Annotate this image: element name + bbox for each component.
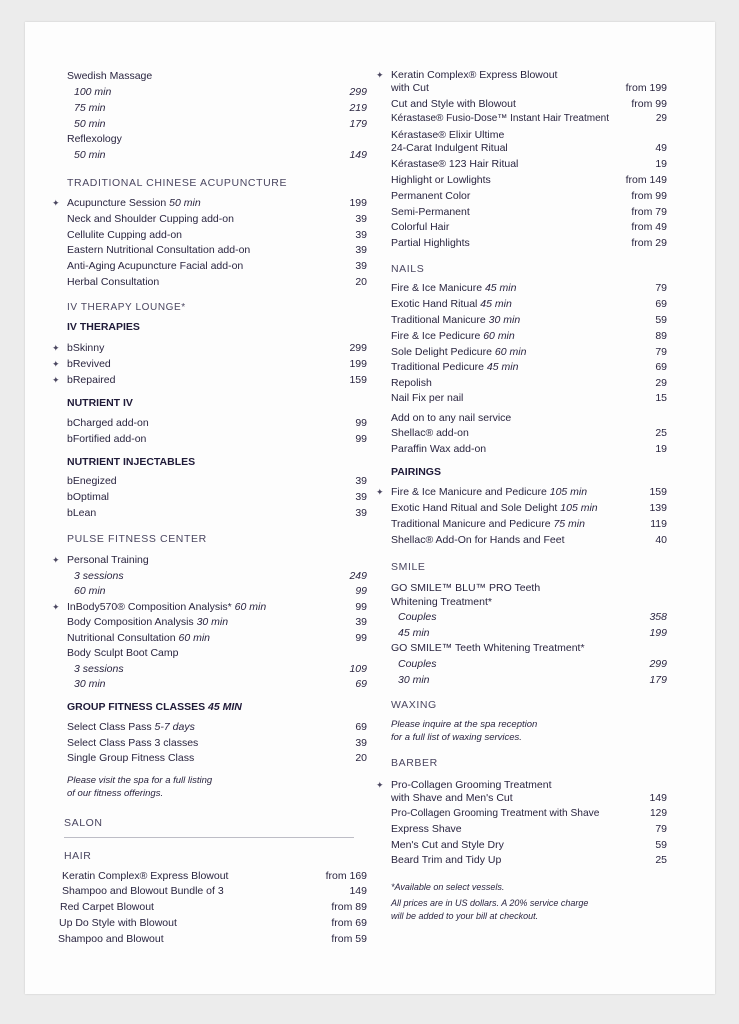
price: 40 [655, 534, 667, 546]
menu-item: ✦ Keratin Complex® Express Blowout [376, 69, 558, 81]
menu-item: Body Sculpt Boot Camp [67, 647, 179, 659]
price: 20 [355, 752, 367, 764]
menu-item: bOptimal 39 [67, 491, 367, 503]
price: 199 [649, 627, 667, 639]
menu-item: Eastern Nutritional Consultation add-on 39 [67, 244, 367, 256]
menu-item: 50 min 149 [74, 149, 367, 161]
menu-item: Traditional Pedicure 45 min 69 [391, 361, 667, 373]
menu-item: Beard Trim and Tidy Up 25 [391, 854, 667, 866]
menu-item: Partial Highlights from 29 [391, 237, 667, 249]
menu-item: Shellac® add-on 25 [391, 427, 667, 439]
price: 39 [355, 475, 367, 487]
price: 29 [655, 113, 667, 124]
price: 149 [349, 885, 367, 897]
menu-item: Select Class Pass 5-7 days 69 [67, 721, 367, 733]
price: 199 [349, 197, 367, 209]
spa-menu-page [25, 22, 715, 994]
fitness-note: Please visit the spa for a full listing [67, 775, 213, 786]
price: from 169 [325, 870, 367, 882]
price: 149 [649, 792, 667, 804]
section-heading: BARBER [391, 757, 438, 769]
menu-item: Shampoo and Blowout Bundle of 3 149 [62, 885, 367, 897]
menu-item: with Shave and Men's Cut 149 [391, 792, 667, 804]
menu-item: Pro-Collagen Grooming Treatment with Shave 129 [391, 806, 667, 822]
menu-item: Single Group Fitness Class 20 [67, 752, 367, 764]
menu-item: with Cut from 199 [391, 82, 667, 94]
menu-item: Traditional Manicure 30 min 59 [391, 314, 667, 326]
signature-icon: ✦ [52, 359, 60, 369]
price: 99 [355, 585, 367, 597]
menu-item: Paraffin Wax add-on 19 [391, 443, 667, 455]
price: 39 [355, 491, 367, 503]
menu-item: Kérastase® 123 Hair Ritual 19 [391, 158, 667, 170]
menu-item: Red Carpet Blowout from 89 [60, 901, 367, 913]
menu-item: 75 min 219 [74, 102, 367, 114]
price: 119 [650, 518, 667, 530]
menu-item: 30 min 179 [398, 674, 667, 686]
menu-item: Shellac® Add-On for Hands and Feet 40 [391, 534, 667, 546]
price: 20 [355, 276, 367, 288]
menu-item: Fire & Ice Pedicure 60 min 89 [391, 330, 667, 342]
menu-item: ✦ InBody570® Composition Analysis* 60 min 99 [52, 601, 367, 613]
price: 49 [655, 142, 667, 154]
menu-item: bLean 39 [67, 507, 367, 519]
menu-item: Swedish Massage [67, 70, 153, 82]
menu-item: Herbal Consultation 20 [67, 276, 367, 288]
footnote: will be added to your bill at checkout. [391, 911, 539, 921]
price: 19 [655, 158, 667, 170]
price: 39 [355, 260, 367, 272]
menu-item: Highlight or Lowlights from 149 [391, 174, 667, 186]
menu-item: ✦ Fire & Ice Manicure and Pedicure 105 min 159 [376, 486, 667, 498]
menu-item: Cut and Style with Blowout from 99 [391, 98, 667, 110]
menu-item: 100 min 299 [74, 86, 367, 98]
section-heading: NAILS [391, 263, 425, 275]
signature-icon: ✦ [376, 780, 384, 790]
menu-item: 30 min 69 [74, 678, 367, 690]
price: from 99 [631, 98, 667, 110]
price: 19 [655, 443, 667, 455]
price: 29 [655, 377, 667, 389]
menu-item: Whitening Treatment* [391, 596, 492, 608]
price: 79 [655, 346, 667, 358]
price: from 199 [625, 82, 667, 94]
menu-item: GO SMILE™ Teeth Whitening Treatment* [391, 642, 585, 654]
price: from 49 [631, 221, 667, 233]
price: 39 [355, 737, 367, 749]
price: 129 [650, 808, 667, 819]
price: 69 [655, 361, 667, 373]
signature-icon: ✦ [376, 487, 384, 497]
price: 69 [355, 678, 367, 690]
price: 358 [649, 611, 667, 623]
price: 99 [355, 433, 367, 445]
menu-item: 60 min 99 [74, 585, 367, 597]
price: 109 [349, 663, 367, 675]
price: 39 [355, 229, 367, 241]
price: 79 [655, 823, 667, 835]
waxing-note: for a full list of waxing services. [391, 732, 522, 743]
price: 39 [355, 616, 367, 628]
price: from 69 [331, 917, 367, 929]
menu-item: bEnegized 39 [67, 475, 367, 487]
price: 139 [649, 502, 667, 514]
price: 219 [349, 102, 367, 114]
menu-item: Reflexology [67, 133, 122, 145]
price: 299 [349, 86, 367, 98]
price: from 149 [625, 174, 667, 186]
fitness-note: of our fitness offerings. [67, 788, 164, 799]
menu-item: Nail Fix per nail 15 [391, 392, 667, 404]
menu-item: ✦ Acupuncture Session 50 min 199 [52, 197, 367, 209]
section-heading: PULSE FITNESS CENTER [67, 533, 207, 545]
price: 39 [355, 213, 367, 225]
menu-item: bFortified add-on 99 [67, 433, 367, 445]
signature-icon: ✦ [52, 375, 60, 385]
price: 59 [655, 839, 667, 851]
price: 79 [655, 282, 667, 294]
divider [64, 837, 354, 838]
menu-item: Select Class Pass 3 classes 39 [67, 737, 367, 749]
price: 159 [649, 486, 667, 498]
menu-item: Colorful Hair from 49 [391, 221, 667, 233]
menu-item: Semi-Permanent from 79 [391, 206, 667, 218]
price: 179 [649, 674, 667, 686]
menu-item: Kérastase® Elixir Ultime [391, 129, 505, 141]
price: 59 [655, 314, 667, 326]
menu-item: Couples 358 [398, 611, 667, 623]
price: 69 [355, 721, 367, 733]
menu-item: ✦ bSkinny 299 [52, 342, 367, 354]
menu-item: Traditional Manicure and Pedicure 75 min 119 [391, 518, 667, 530]
price: 149 [349, 149, 367, 161]
menu-item: Anti-Aging Acupuncture Facial add-on 39 [67, 260, 367, 272]
subsection-heading: PAIRINGS [391, 466, 441, 478]
section-heading: TRADITIONAL CHINESE ACUPUNCTURE [67, 177, 288, 189]
menu-item: ✦ Personal Training [52, 554, 149, 566]
menu-item: Couples 299 [398, 658, 667, 670]
menu-item: Add on to any nail service [391, 412, 512, 424]
price: from 79 [631, 206, 667, 218]
menu-item: Permanent Color from 99 [391, 190, 667, 202]
footnote: All prices are in US dollars. A 20% service charge [391, 898, 589, 908]
signature-icon: ✦ [52, 198, 60, 208]
menu-item: ✦ Pro-Collagen Grooming Treatment [376, 779, 552, 791]
menu-item: Up Do Style with Blowout from 69 [59, 917, 367, 929]
price: 25 [655, 427, 667, 439]
menu-item: ✦ bRevived 199 [52, 358, 367, 370]
menu-item: 50 min 179 [74, 118, 367, 130]
menu-item: bCharged add-on 99 [67, 417, 367, 429]
price: 249 [349, 570, 367, 582]
subsection-heading: NUTRIENT IV [67, 397, 133, 409]
signature-icon: ✦ [376, 70, 384, 80]
subsection-heading: IV THERAPIES [67, 321, 140, 333]
price: 179 [349, 118, 367, 130]
price: 299 [649, 658, 667, 670]
section-heading: SALON [64, 817, 103, 829]
subsection-heading: GROUP FITNESS CLASSES 45 MIN [67, 701, 242, 713]
price: 69 [655, 298, 667, 310]
signature-icon: ✦ [52, 602, 60, 612]
menu-item: Shampoo and Blowout from 59 [58, 933, 367, 945]
menu-item: 45 min 199 [398, 627, 667, 639]
price: 99 [355, 417, 367, 429]
menu-item: Sole Delight Pedicure 60 min 79 [391, 346, 667, 358]
menu-item: 3 sessions 109 [74, 663, 367, 675]
signature-icon: ✦ [52, 555, 60, 565]
price: 99 [355, 632, 367, 644]
section-heading: HAIR [64, 850, 92, 862]
signature-icon: ✦ [52, 343, 60, 353]
price: 89 [655, 330, 667, 342]
section-heading: SMILE [391, 561, 426, 573]
footnote: *Available on select vessels. [391, 882, 505, 892]
menu-item: Men's Cut and Style Dry 59 [391, 839, 667, 851]
menu-item: Exotic Hand Ritual and Sole Delight 105 min 139 [391, 502, 667, 514]
menu-item: Repolish 29 [391, 377, 667, 389]
menu-item: 24-Carat Indulgent Ritual 49 [391, 142, 667, 154]
price: from 59 [331, 933, 367, 945]
menu-item: Keratin Complex® Express Blowout from 169 [62, 870, 367, 882]
subsection-heading: NUTRIENT INJECTABLES [67, 456, 196, 468]
price: 99 [355, 601, 367, 613]
menu-item: Nutritional Consultation 60 min 99 [67, 632, 367, 644]
price: 199 [349, 358, 367, 370]
menu-item: Exotic Hand Ritual 45 min 69 [391, 298, 667, 310]
menu-item: Neck and Shoulder Cupping add-on 39 [67, 213, 367, 225]
price: 25 [655, 854, 667, 866]
section-heading: WAXING [391, 699, 437, 711]
menu-item: Fire & Ice Manicure 45 min 79 [391, 282, 667, 294]
price: from 29 [631, 237, 667, 249]
menu-item: GO SMILE™ BLU™ PRO Teeth [391, 582, 541, 594]
menu-item: Cellulite Cupping add-on 39 [67, 229, 367, 241]
price: 159 [349, 374, 367, 386]
waxing-note: Please inquire at the spa reception [391, 719, 538, 730]
menu-item: Body Composition Analysis 30 min 39 [67, 616, 367, 628]
section-heading: IV THERAPY LOUNGE* [67, 302, 186, 313]
menu-item: Express Shave 79 [391, 823, 667, 835]
menu-item: 3 sessions 249 [74, 570, 367, 582]
price: from 99 [631, 190, 667, 202]
menu-item: ✦ bRepaired 159 [52, 374, 367, 386]
menu-item: Kérastase® Fusio-Dose™ Instant Hair Treatment 29 [391, 111, 667, 127]
price: 39 [355, 507, 367, 519]
price: 39 [355, 244, 367, 256]
price: 15 [655, 392, 667, 404]
price: 299 [349, 342, 367, 354]
price: from 89 [331, 901, 367, 913]
